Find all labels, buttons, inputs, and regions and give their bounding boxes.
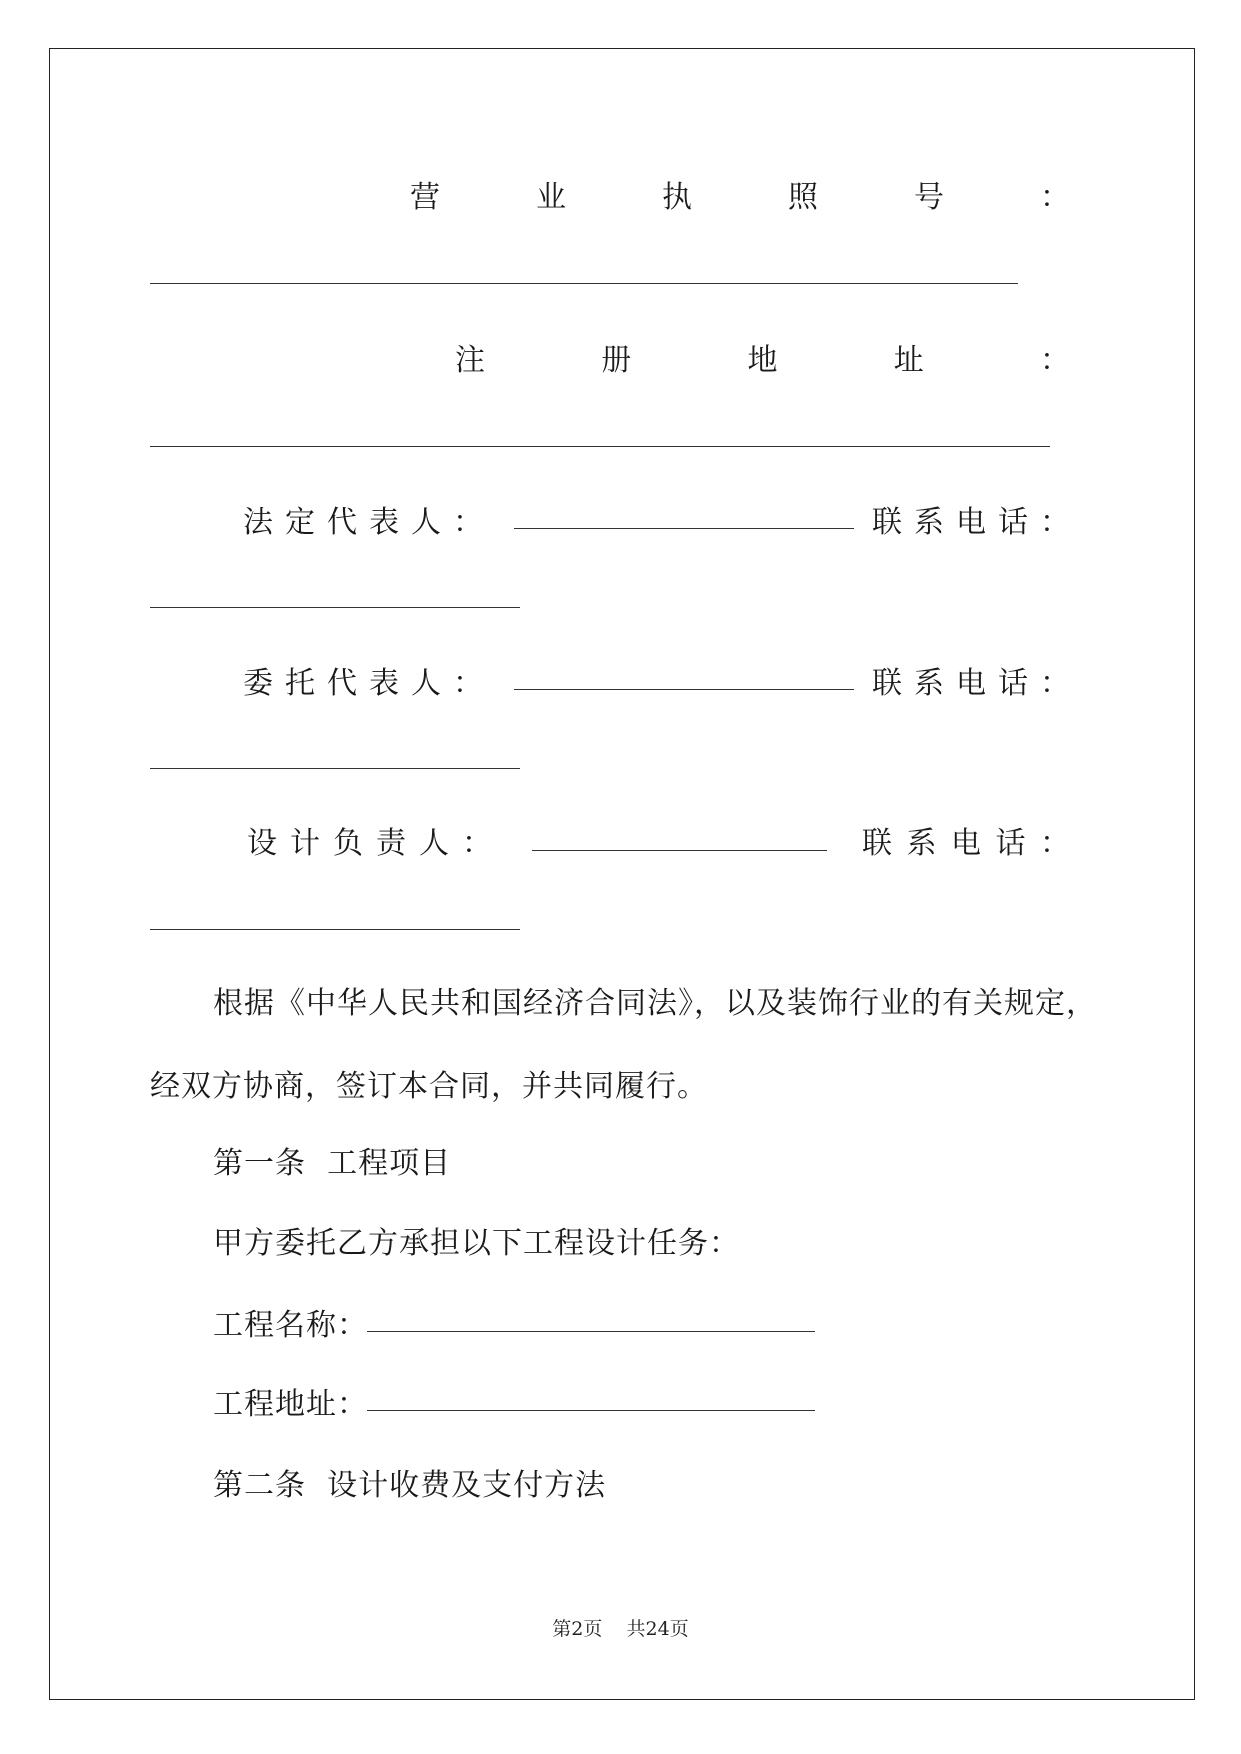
legal-representative-phone-blank[interactable] <box>150 607 520 608</box>
entrusted-representative-blank[interactable] <box>514 689 854 690</box>
intro-paragraph-line-2: 经双方协商，签订本合同，并共同履行。 <box>150 1069 708 1104</box>
page-border <box>49 48 1195 1700</box>
registered-address-blank[interactable] <box>150 446 1050 447</box>
entrusted-representative-phone-label: 联 系 电 话 ： <box>872 666 1070 701</box>
design-lead-phone-blank[interactable] <box>150 929 520 930</box>
legal-representative-blank[interactable] <box>514 528 854 529</box>
license-number-blank[interactable] <box>150 283 1018 284</box>
license-number-label: 营 业 执 照 号 ： <box>410 180 1070 215</box>
design-lead-phone-label: 联 系 电 话 ： <box>862 826 1070 861</box>
project-address-blank[interactable] <box>367 1410 815 1411</box>
article-2-title: 第二条 设计收费及支付方法 <box>213 1468 607 1503</box>
page-number: 第2页 共24页 <box>552 1618 689 1640</box>
legal-representative-phone-label: 联 系 电 话 ： <box>872 505 1070 540</box>
article-1-text: 甲方委托乙方承担以下工程设计任务： <box>213 1226 740 1261</box>
registered-address-label: 注 册 地 址 ： <box>455 343 1070 378</box>
project-name-label: 工程名称： <box>213 1308 368 1343</box>
design-lead-label: 设 计 负 责 人 ： <box>247 826 492 861</box>
entrusted-representative-phone-blank[interactable] <box>150 768 520 769</box>
intro-paragraph-line-1: 根据《中华人民共和国经济合同法》，以及装饰行业的有关规定， <box>213 986 1097 1021</box>
entrusted-representative-label: 委 托 代 表 人 ： <box>243 666 483 701</box>
design-lead-blank[interactable] <box>532 850 827 851</box>
project-name-blank[interactable] <box>367 1331 815 1332</box>
article-1-title: 第一条 工程项目 <box>213 1146 452 1181</box>
project-address-label: 工程地址： <box>213 1387 368 1422</box>
legal-representative-label: 法 定 代 表 人 ： <box>243 505 483 540</box>
